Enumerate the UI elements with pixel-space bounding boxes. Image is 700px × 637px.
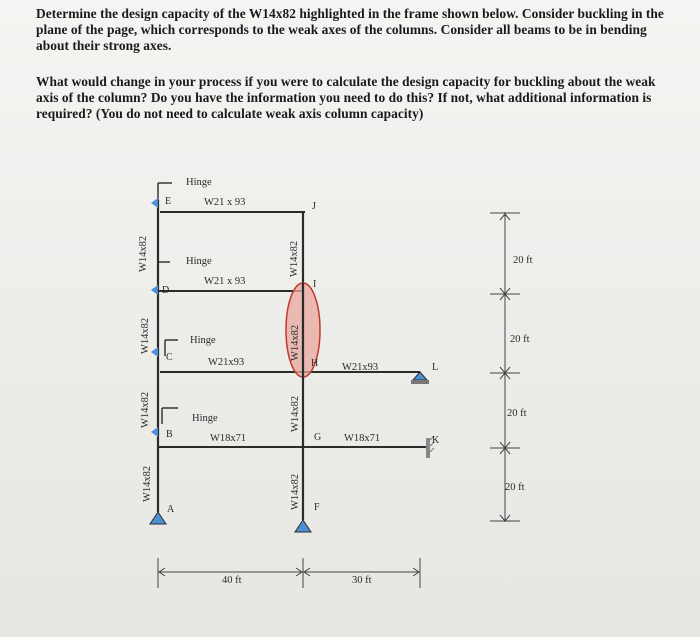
node-label-h: H	[311, 358, 319, 369]
node-label-j: J	[312, 201, 316, 212]
question-paragraph-1: Determine the design capacity of the W14x82 highlighted in the frame shown below. Consider buckling in the plane of the page, which corresponds to the weak axes of the columns. Consider all beams to be in bending about their strong axes.	[36, 6, 664, 53]
beam-label-roof: W21 x 93	[204, 197, 246, 208]
support-a	[150, 512, 166, 524]
beam-label-level2-left: W21x93	[208, 357, 245, 368]
node-label-a: A	[167, 504, 175, 515]
node-marker-c	[151, 347, 158, 357]
node-label-d: D	[162, 285, 170, 296]
roller-support-l	[411, 372, 429, 384]
node-label-f: F	[314, 502, 320, 513]
question-paragraph-2: What would change in your process if you were to calculate the design capacity for buckling about the weak axis of the column? Do you have the information you need to do this? If not, what additional information is required? (You do not need to calculate weak axis column capacity)	[36, 74, 656, 121]
node-label-b: B	[166, 429, 173, 440]
node-label-k: K	[432, 435, 440, 446]
node-label-e: E	[165, 196, 172, 207]
hinge-label-level2: Hinge	[190, 335, 216, 346]
column-label-mid-4: W14x82	[290, 473, 301, 510]
hinge-label-roof: Hinge	[186, 177, 212, 188]
column-label-left-4: W14x82	[142, 465, 153, 502]
node-marker-b	[151, 427, 158, 437]
column-label-left-2: W14x82	[140, 317, 151, 354]
support-f	[295, 520, 311, 532]
node-marker-e	[151, 198, 158, 208]
beam-label-level1-left: W18x71	[210, 433, 247, 444]
story-height-4: 20 ft	[513, 255, 533, 266]
node-marker-d	[151, 285, 158, 295]
story-height-2: 20 ft	[507, 408, 527, 419]
bay-width-left: 40 ft	[222, 575, 242, 586]
hinge-label-level3: Hinge	[186, 256, 212, 267]
beam-label-level3: W21 x 93	[204, 276, 246, 287]
column-label-mid-1: W14x82	[289, 240, 300, 277]
story-height-3: 20 ft	[510, 334, 530, 345]
node-label-c: C	[166, 352, 173, 363]
node-label-l: L	[432, 362, 439, 373]
column-label-left-3: W14x82	[140, 391, 151, 428]
story-height-1: 20 ft	[505, 482, 525, 493]
column-label-left-1: W14x82	[138, 235, 149, 272]
node-label-g: G	[314, 432, 322, 443]
beam-label-level1-right: W18x71	[344, 433, 381, 444]
column-label-mid-3: W14x82	[290, 395, 301, 432]
bay-width-right: 30 ft	[352, 575, 372, 586]
node-label-i: I	[313, 279, 317, 290]
beam-label-level2-right: W21x93	[342, 362, 379, 373]
column-label-mid-2: W14x82	[290, 324, 301, 361]
horizontal-dimension	[158, 558, 420, 588]
hinge-label-level1: Hinge	[192, 413, 218, 424]
